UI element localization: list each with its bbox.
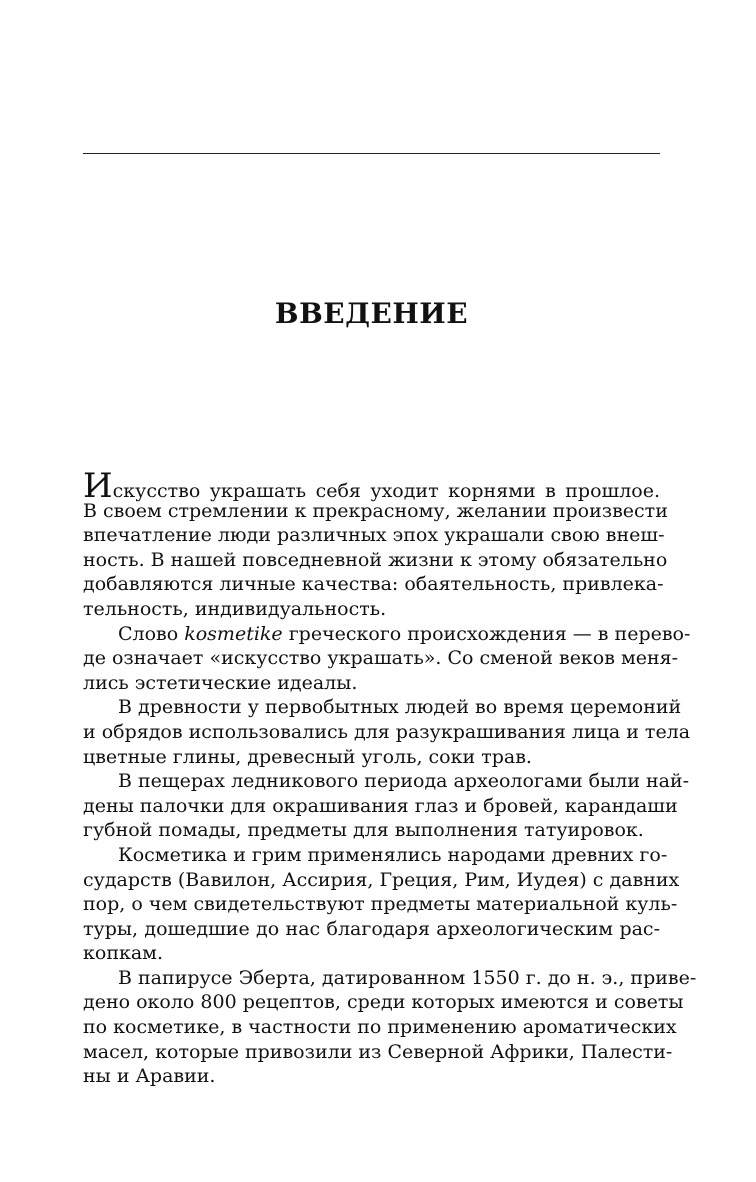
text-line: В пещерах ледникового периода археологами были най-: [118, 770, 690, 793]
text-line: лись эстетические идеалы.: [83, 671, 358, 694]
paragraph: [83, 769, 690, 843]
text-line: добавляются личные качества: обаятельность, привлека-: [83, 573, 664, 596]
paragraph: [83, 622, 691, 696]
paragraph: [83, 966, 697, 1089]
paragraph: [83, 466, 668, 622]
text-line: сударств (Вавилон, Ассирия, Греция, Рим, Иудея) с давних: [83, 868, 680, 891]
text-line: де означает «искусство украшать». Со сменой веков меня-: [83, 647, 679, 670]
text-line: масел, которые привозили из Северной Африки, Палести-: [83, 1040, 673, 1063]
text-line: В папирусе Эберта, датированном 1550 г. до н. э., приве-: [118, 966, 697, 989]
text-line: впечатление люди различных эпох украшали свою внеш-: [83, 524, 665, 547]
text-line: и обрядов использовались для разукрашивания лица и тела: [83, 720, 691, 743]
text-line: ны и Аравии.: [83, 1065, 216, 1088]
text-line: Слово kosmetike греческого происхождения — в перево-: [118, 622, 691, 645]
text-line: В древности у первобытных людей во время церемоний: [118, 696, 682, 719]
text-line: по косметике, в частности по применению ароматических: [83, 1016, 677, 1039]
paragraph: [83, 843, 680, 966]
text-line: копкам.: [83, 942, 163, 965]
text-line: пор, о чем свидетельствуют предметы материальной куль-: [83, 893, 678, 916]
text-line: В своем стремлении к прекрасному, желании произвести: [83, 499, 668, 522]
header-rule: [83, 153, 660, 154]
text-line: цветные глины, древесный уголь, соки трав.: [83, 745, 532, 768]
text-line: дено около 800 рецептов, среди которых имеются и советы: [83, 991, 684, 1014]
text-line: ность. В нашей повседневной жизни к этому обязательно: [83, 548, 668, 571]
text-line: Искусство украшать себя уходит корнями в прошлое.: [83, 466, 660, 506]
text-line: Косметика и грим применялись народами древних го-: [118, 843, 668, 866]
italic-term: kosmetike: [184, 622, 283, 645]
text-line: туры, дошедшие до нас благодаря археологическим рас-: [83, 917, 660, 940]
text-line: тельность, индивидуальность.: [83, 597, 387, 620]
text-line: дены палочки для окрашивания глаз и бровей, карандаши: [83, 794, 678, 817]
paragraph: [83, 695, 691, 769]
chapter-body: [83, 466, 697, 1089]
drop-cap: И: [83, 466, 113, 506]
chapter-title: ВВЕДЕНИЕ: [274, 297, 469, 330]
text-line: губной помады, предметы для выполнения татуировок.: [83, 819, 644, 842]
